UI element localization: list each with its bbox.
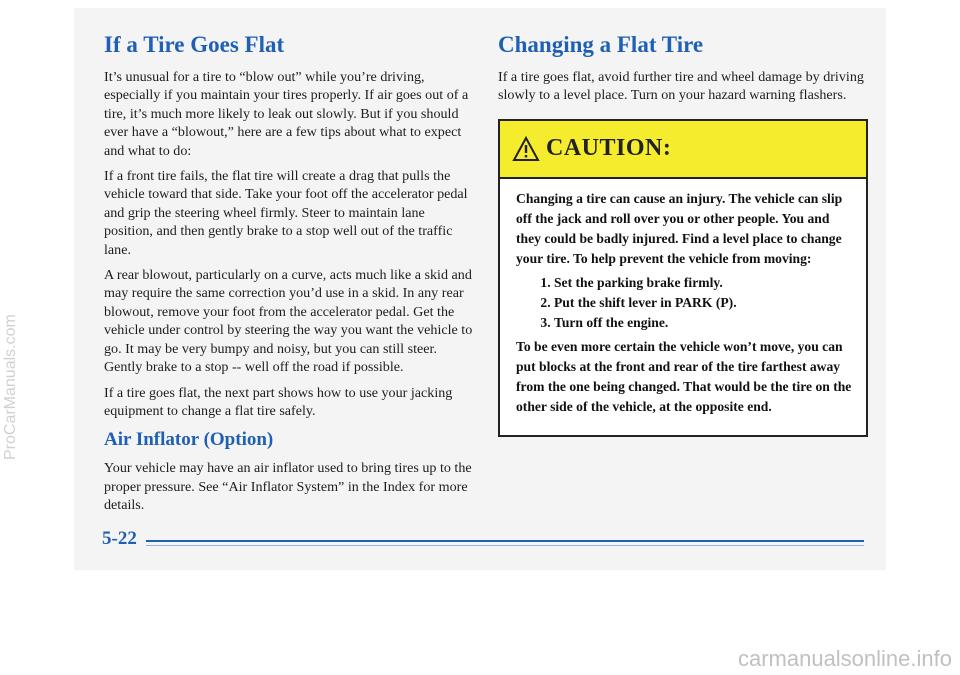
caution-step: 3. Turn off the engine. xyxy=(554,313,852,333)
caution-steps-list xyxy=(516,273,852,333)
paragraph-air-inflator: Your vehicle may have an air inflator used to bring tires up to the proper pressure. See “Air Inflator System” in the Index for more details. xyxy=(104,460,472,514)
section-title-flat-tire: If a Tire Goes Flat xyxy=(104,32,285,57)
caution-step: 1. Set the parking brake firmly. xyxy=(554,273,852,293)
caution-label: CAUTION: xyxy=(546,135,672,162)
caution-header xyxy=(500,121,866,179)
warning-triangle-icon xyxy=(512,136,540,162)
section-title-changing-tire: Changing a Flat Tire xyxy=(498,32,704,57)
paragraph-blowout-intro: It’s unusual for a tire to “blow out” while you’re driving, especially if you maintain your tires properly. If air goes out of a tire, it’s much more likely to leak out slowly. But if you should ever have a “blowout,” here are a few tips about what to expect and what to do: xyxy=(104,69,469,159)
footer-rule-thin xyxy=(146,545,864,546)
paragraph-next-part: If a tire goes flat, the next part shows how to use your jacking equipment to change a flat tire safely. xyxy=(104,384,453,419)
right-column xyxy=(498,30,870,437)
paragraph-rear-blowout: A rear blowout, particularly on a curve, acts much like a skid and may require the same correction you’d use in a skid. In any rear blowout, remove your foot from the accelerator pedal. Get the vehicle under control by steering the way you want the vehicle to go. It may be very bumpy and noisy, but you can still steer. Gently brake to a stop -- well off the road if possible. xyxy=(104,267,473,376)
caution-body xyxy=(500,179,866,435)
caution-text-injury: Changing a tire can cause an injury. The vehicle can slip off the jack and roll over you or other people. You and they could be badly injured. Find a level place to change your tire. To help prevent the vehicle from moving: xyxy=(516,190,843,266)
page-number: 5-22 xyxy=(102,528,137,549)
footer-rule xyxy=(146,540,864,542)
left-column xyxy=(104,30,476,522)
subsection-title-air-inflator: Air Inflator (Option) xyxy=(104,429,274,451)
caution-text-blocks: To be even more certain the vehicle won’t move, you can put blocks at the front and rear of the tire farthest away from the one being changed. That would be the tire on the other side of the vehicle, at the opposite end. xyxy=(516,338,852,414)
bottom-watermark: carmanualsonline.info xyxy=(737,646,952,671)
caution-box xyxy=(498,119,868,437)
caution-step: 2. Put the shift lever in PARK (P). xyxy=(554,293,852,313)
side-watermark: ProCarManuals.com xyxy=(2,314,19,460)
paragraph-changing-intro: If a tire goes flat, avoid further tire and wheel damage by driving slowly to a level place. Turn on your hazard warning flashers. xyxy=(498,69,864,104)
paragraph-front-tire: If a front tire fails, the flat tire will create a drag that pulls the vehicle toward that side. Take your foot off the accelerator pedal and grip the steering wheel firmly. Steer to maintain lane position, and then gently brake to a stop well out of the traffic lane. xyxy=(104,168,468,258)
